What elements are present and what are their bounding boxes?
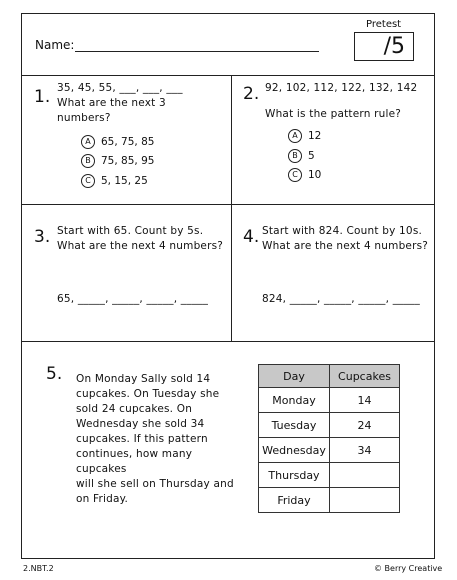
divider-header bbox=[21, 75, 435, 76]
table-cell-cupcakes: 34 bbox=[330, 438, 400, 463]
q4-line2: What are the next 4 numbers? bbox=[262, 240, 429, 252]
q5-line: On Monday Sally sold 14 bbox=[76, 373, 211, 385]
q2-option-a[interactable] bbox=[288, 129, 321, 143]
name-label: Name: bbox=[35, 38, 75, 52]
q1-option-c-text: 5, 15, 25 bbox=[101, 175, 148, 187]
q1-option-a[interactable] bbox=[81, 135, 154, 149]
table-cell-day: Tuesday bbox=[259, 413, 330, 438]
q5-story bbox=[76, 372, 236, 507]
q5-line: continues, how many cupcakes bbox=[76, 448, 193, 475]
table-row bbox=[259, 388, 400, 413]
q1-number: 1. bbox=[34, 87, 51, 107]
pretest-label: Pretest bbox=[366, 19, 402, 30]
q4-number: 4. bbox=[243, 227, 260, 247]
q2-sequence: 92, 102, 112, 122, 132, 142 bbox=[265, 82, 418, 94]
q2-option-b[interactable] bbox=[288, 149, 315, 163]
q2-number: 2. bbox=[243, 84, 260, 104]
q1-prompt-line1: What are the next 3 bbox=[57, 97, 166, 109]
table-row bbox=[259, 463, 400, 488]
footer-standard: 2.NBT.2 bbox=[23, 564, 54, 573]
table-cell-day: Wednesday bbox=[259, 438, 330, 463]
q2-option-b-bubble[interactable]: B bbox=[288, 149, 302, 163]
q3-number: 3. bbox=[34, 227, 51, 247]
table-header-cupcakes: Cupcakes bbox=[330, 365, 400, 388]
q1-option-b-text: 75, 85, 95 bbox=[101, 155, 155, 167]
q3-line2: What are the next 4 numbers? bbox=[57, 240, 224, 252]
q2-option-a-text: 12 bbox=[308, 130, 322, 142]
name-line[interactable] bbox=[75, 51, 319, 52]
table-header-row bbox=[259, 365, 400, 388]
table-cell-cupcakes: 24 bbox=[330, 413, 400, 438]
q5-line: on Friday. bbox=[76, 493, 129, 505]
q1-option-c-bubble[interactable]: C bbox=[81, 174, 95, 188]
q3-line1: Start with 65. Count by 5s. bbox=[57, 225, 204, 237]
q5-line: sold 24 cupcakes. On bbox=[76, 403, 193, 415]
footer-credit: © Berry Creative bbox=[374, 564, 443, 573]
table-cell-day: Friday bbox=[259, 488, 330, 513]
q4-answer-blanks[interactable]: 824, _____, _____, _____, _____ bbox=[262, 293, 420, 305]
q1-sequence: 35, 45, 55, ___, ___, ___ bbox=[57, 82, 183, 94]
q2-option-c-text: 10 bbox=[308, 169, 322, 181]
q3-answer-blanks[interactable]: 65, _____, _____, _____, _____ bbox=[57, 293, 209, 305]
q2-option-c-bubble[interactable]: C bbox=[288, 168, 302, 182]
score-box: /5 bbox=[354, 32, 414, 61]
table-cell-cupcakes-blank[interactable] bbox=[330, 488, 400, 513]
q1-option-b-bubble[interactable]: B bbox=[81, 154, 95, 168]
q5-line: will she sell on Thursday and bbox=[76, 478, 234, 490]
q5-line: cupcakes. If this pattern bbox=[76, 433, 208, 445]
q2-option-b-text: 5 bbox=[308, 150, 315, 162]
table-header-day: Day bbox=[259, 365, 330, 388]
table-cell-day: Thursday bbox=[259, 463, 330, 488]
divider-column bbox=[231, 76, 232, 341]
table-row bbox=[259, 438, 400, 463]
q5-line: Wednesday she sold 34 bbox=[76, 418, 205, 430]
cupcakes-table bbox=[258, 364, 400, 513]
q1-option-a-bubble[interactable]: A bbox=[81, 135, 95, 149]
q4-line1: Start with 824. Count by 10s. bbox=[262, 225, 423, 237]
q1-prompt-line2: numbers? bbox=[57, 112, 111, 124]
q2-prompt: What is the pattern rule? bbox=[265, 108, 402, 120]
q2-option-a-bubble[interactable]: A bbox=[288, 129, 302, 143]
table-cell-cupcakes: 14 bbox=[330, 388, 400, 413]
table-cell-day: Monday bbox=[259, 388, 330, 413]
q1-option-c[interactable] bbox=[81, 174, 148, 188]
divider-row1 bbox=[21, 204, 435, 205]
q2-option-c[interactable] bbox=[288, 168, 321, 182]
divider-row2 bbox=[21, 341, 435, 342]
table-cell-cupcakes-blank[interactable] bbox=[330, 463, 400, 488]
q1-option-b[interactable] bbox=[81, 154, 154, 168]
table-row bbox=[259, 413, 400, 438]
q1-option-a-text: 65, 75, 85 bbox=[101, 136, 155, 148]
q5-number: 5. bbox=[46, 364, 63, 384]
table-row bbox=[259, 488, 400, 513]
q5-line: cupcakes. On Tuesday she bbox=[76, 388, 220, 400]
